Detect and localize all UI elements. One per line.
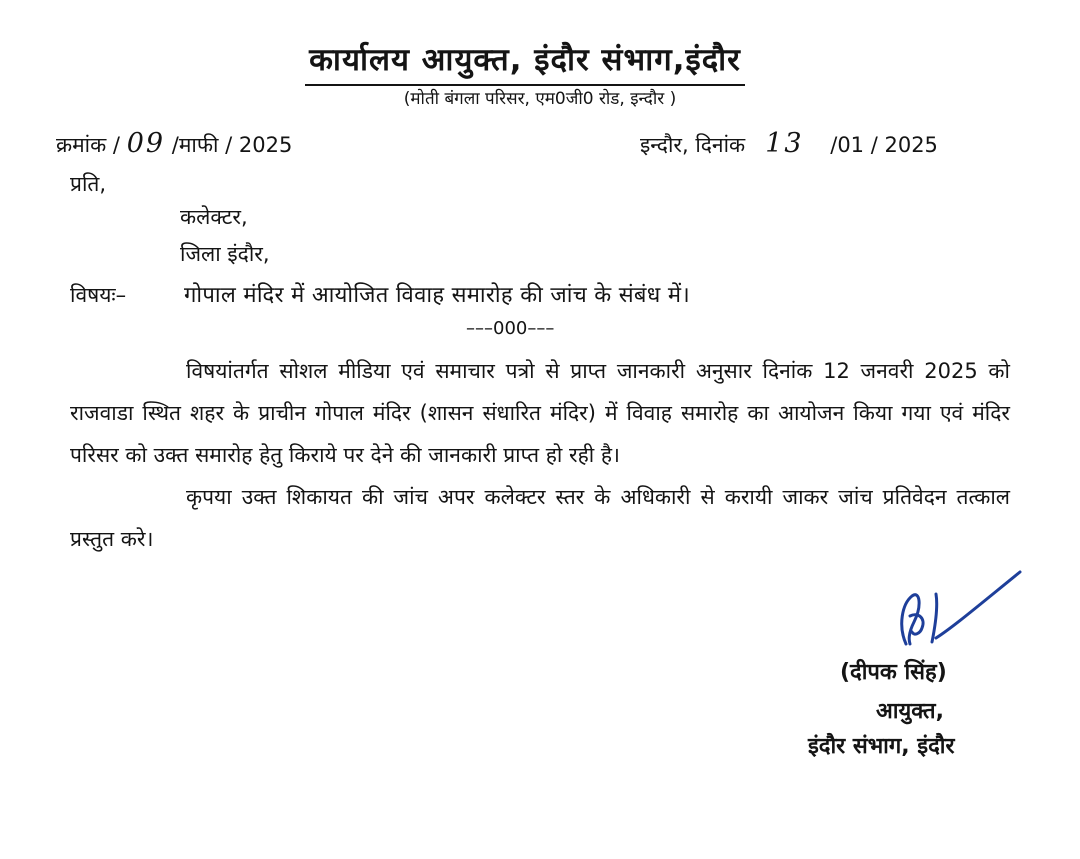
date-rest: /01 / 2025 [830, 133, 938, 157]
date-handwritten-day: 13 [765, 128, 804, 159]
recipient-line-1: कलेक्टर, [180, 205, 248, 229]
subject-text: गोपाल मंदिर में आयोजित विवाह समारोह की जांच के संबंध में। [184, 283, 691, 308]
body-paragraph-1: विषयांतर्गत सोशल मीडिया एवं समाचार पत्रो से प्राप्त जानकारी अनुसार दिनांक 12 जनवरी 2025 को राजवाडा स्थित शहर के प्राचीन गोपाल मंदिर (शासन संधारित मंदिर) में विवाह समारोह का आयोजन किया गया एवं मंदिर परिसर को उक्त समारोह हेतु किराये पर देने की जानकारी प्राप्त हो रही है। [70, 359, 1010, 467]
letter-date [640, 128, 938, 159]
to-label: प्रति, [70, 172, 107, 196]
reference-prefix: क्रमांक / [56, 133, 121, 157]
office-title: कार्यालय आयुक्त, इंदौर संभाग,इंदौर [0, 38, 1080, 86]
reference-suffix: /माफी / 2025 [171, 133, 293, 157]
section-divider: –––000––– [466, 318, 555, 339]
signatory-title: आयुक्त, [876, 699, 944, 724]
subject-label: विषयः– [70, 283, 127, 307]
letter-body [70, 350, 1010, 560]
handwritten-signature [892, 566, 1024, 652]
body-paragraph-2: कृपया उक्त शिकायत की जांच अपर कलेक्टर स्तर के अधिकारी से करायी जाकर जांच प्रतिवेदन तत्काल प्रस्तुत करे। [70, 485, 1010, 551]
signature-stroke-4 [936, 572, 1020, 638]
reference-number [56, 128, 292, 159]
reference-handwritten-number: 09 [126, 128, 166, 159]
signatory-division: इंदौर संभाग, इंदौर [808, 734, 955, 759]
date-label: इन्दौर, दिनांक [640, 133, 746, 157]
signature-stroke-3 [932, 594, 937, 642]
office-address: (मोती बंगला परिसर, एम0जी0 रोड, इन्दौर ) [403, 89, 677, 109]
recipient-line-2: जिला इंदौर, [180, 242, 270, 266]
signatory-name: (दीपक सिंह) [840, 660, 947, 685]
signature-stroke-1 [902, 595, 919, 644]
